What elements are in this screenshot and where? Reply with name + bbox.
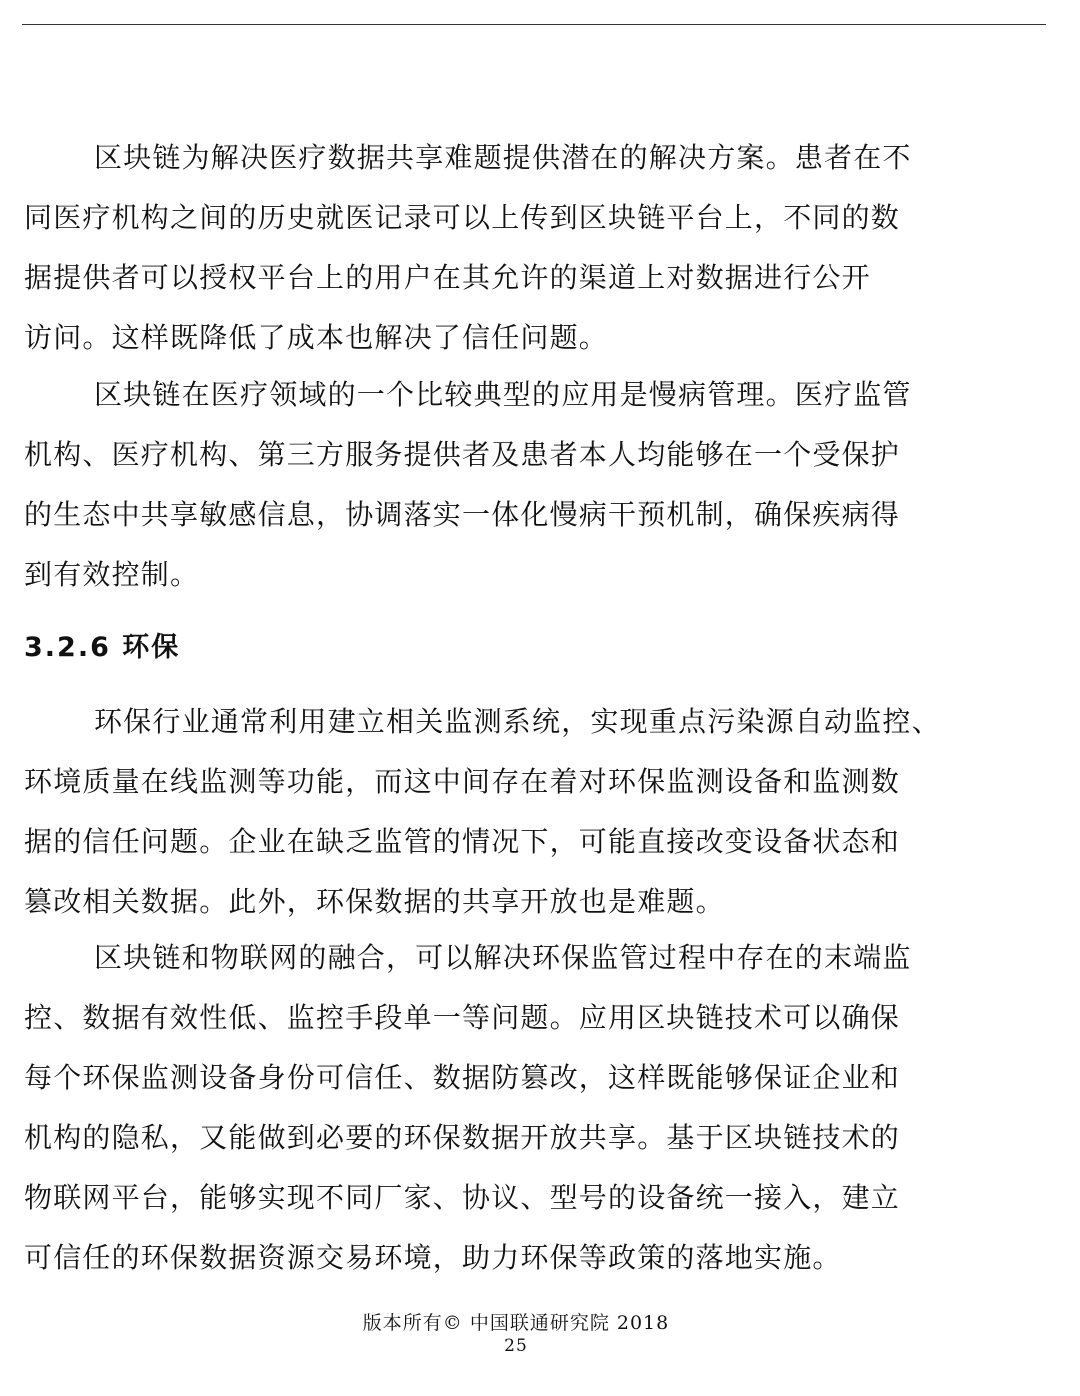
paragraph-line: 同医疗机构之间的历史就医记录可以上传到区块链平台上，不同的数 bbox=[24, 201, 901, 234]
paragraph-line: 机构、医疗机构、第三方服务提供者及患者本人均能够在一个受保护 bbox=[24, 438, 901, 471]
paragraph-line: 据的信任问题。企业在缺乏监管的情况下，可能直接改变设备状态和 bbox=[24, 825, 901, 858]
paragraph-line: 区块链为解决医疗数据共享难题提供潜在的解决方案。患者在不 bbox=[94, 141, 912, 174]
paragraph-line: 区块链在医疗领域的一个比较典型的应用是慢病管理。医疗监管 bbox=[94, 378, 912, 411]
paragraph-line: 的生态中共享敏感信息，协调落实一体化慢病干预机制，确保疾病得 bbox=[24, 498, 901, 531]
paragraph-line: 可信任的环保数据资源交易环境，助力环保等政策的落地实施。 bbox=[24, 1241, 842, 1274]
header-rule bbox=[22, 24, 1046, 25]
paragraph-line: 控、数据有效性低、监控手段单一等问题。应用区块链技术可以确保 bbox=[24, 1001, 901, 1034]
paragraph-line: 机构的隐私，又能做到必要的环保数据开放共享。基于区块链技术的 bbox=[24, 1121, 901, 1154]
paragraph-line: 区块链和物联网的融合，可以解决环保监管过程中存在的末端监 bbox=[94, 941, 912, 974]
paragraph-line: 篡改相关数据。此外，环保数据的共享开放也是难题。 bbox=[24, 885, 725, 918]
page-number: 25 bbox=[504, 1336, 528, 1356]
footer-copyright: 版本所有© 中国联通研究院 2018 bbox=[362, 1312, 670, 1334]
paragraph-line: 物联网平台，能够实现不同厂家、协议、型号的设备统一接入，建立 bbox=[24, 1181, 901, 1214]
paragraph-line: 据提供者可以授权平台上的用户在其允许的渠道上对数据进行公开 bbox=[24, 261, 871, 294]
paragraph-line: 访问。这样既降低了成本也解决了信任问题。 bbox=[24, 321, 609, 354]
paragraph-line: 每个环保监测设备身份可信任、数据防篡改，这样既能够保证企业和 bbox=[24, 1061, 901, 1094]
paragraph-line: 环境质量在线监测等功能，而这中间存在着对环保监测设备和监测数 bbox=[24, 765, 901, 798]
section-heading: 3.2.6 环保 bbox=[24, 632, 181, 663]
paragraph-line: 环保行业通常利用建立相关监测系统，实现重点污染源自动监控、 bbox=[94, 705, 941, 738]
paragraph-line: 到有效控制。 bbox=[24, 558, 200, 591]
